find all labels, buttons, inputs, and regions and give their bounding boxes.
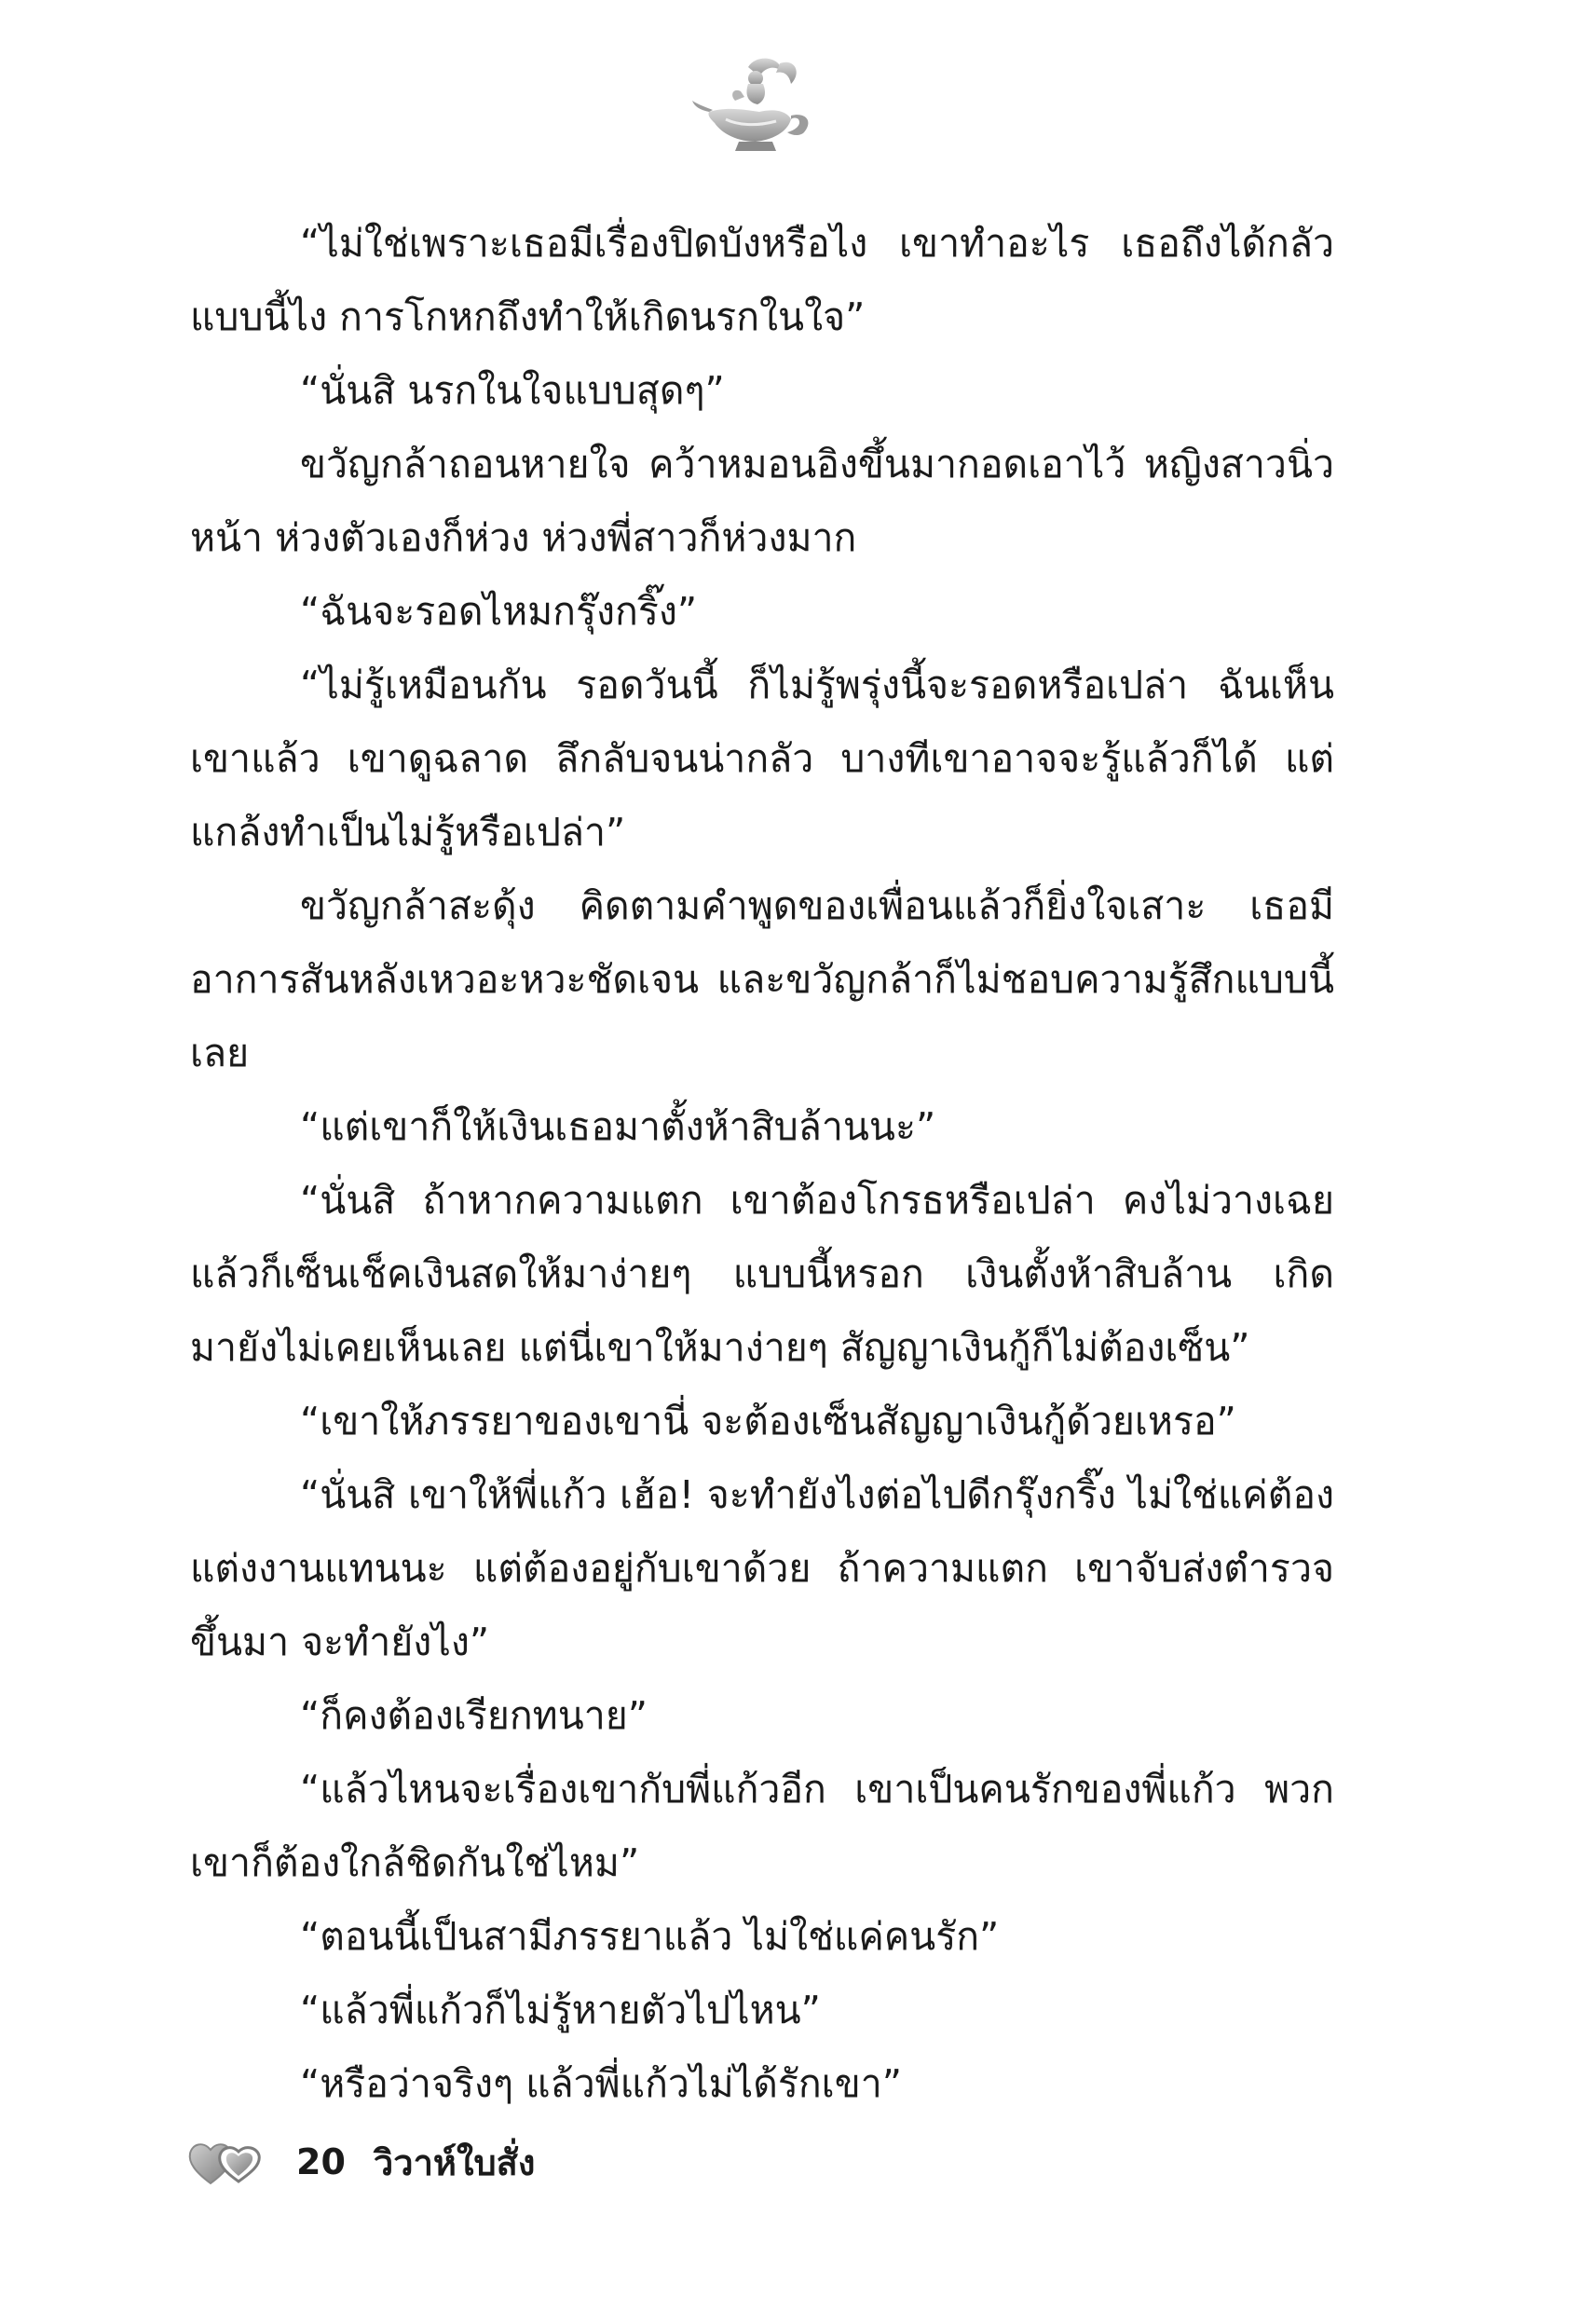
page-footer: [186, 2134, 535, 2190]
double-hearts-icon: [186, 2135, 265, 2189]
paragraph: “ไม่รู้เหมือนกัน รอดวันนี้ ก็ไม่รู้พรุ่งนี้จะรอดหรือเปล่า ฉันเห็นเขาแล้ว เขาดูฉลาด ลึกลับจนน่ากลัว บางทีเขาอาจจะรู้แล้วก็ได้ แต่แกล้งทำเป็นไม่รู้หรือเปล่า”: [190, 663, 1334, 855]
paragraph: “เขาให้ภรรยาของเขานี่ จะต้องเซ็นสัญญาเงินกู้ด้วยเหรอ”: [300, 1399, 1236, 1443]
paragraph: ขวัญกล้าสะดุ้ง คิดตามคำพูดของเพื่อนแล้วก็ยิ่งใจเสาะ เธอมีอาการสันหลังเหวอะหวะชัดเจน และขวัญกล้าก็ไม่ชอบความรู้สึกแบบนี้เลย: [190, 883, 1334, 1075]
paragraph: ขวัญกล้าถอนหายใจ คว้าหมอนอิงขึ้นมากอดเอาไว้ หญิงสาวนิ่วหน้า ห่วงตัวเองก็ห่วง ห่วงพี่สาวก็ห่วงมาก: [190, 442, 1334, 560]
paragraph: “แต่เขาก็ให้เงินเธอมาตั้งห้าสิบล้านนะ”: [300, 1104, 936, 1149]
paragraph: “ตอนนี้เป็นสามีภรรยาแล้ว ไม่ใช่แค่คนรัก”: [300, 1914, 1000, 1959]
paragraph: “ฉันจะรอดไหมกรุ๊งกริ๊ง”: [300, 589, 698, 634]
paragraph: “นั่นสิ เขาให้พี่แก้ว เฮ้อ! จะทำยังไงต่อไปดีกรุ๊งกริ๊ง ไม่ใช่แค่ต้องแต่งงานแทนนะ แต่ต้องอยู่กับเขาด้วย ถ้าความแตก เขาจับส่งตำรวจขึ้นมา จะทำยังไง”: [190, 1472, 1334, 1664]
paragraph: “นั่นสิ ถ้าหากความแตก เขาต้องโกรธหรือเปล่า คงไม่วางเฉยแล้วก็เซ็นเช็คเงินสดให้มาง่ายๆ แบบนี้หรอก เงินตั้งห้าสิบล้าน เกิดมายังไม่เคยเห็นเลย แต่นี่เขาให้มาง่ายๆ สัญญาเงินกู้ก็ไม่ต้องเซ็น”: [190, 1178, 1334, 1370]
paragraph: “ไม่ใช่เพราะเธอมีเรื่องปิดบังหรือไง เขาทำอะไร เธอถึงได้กลัวแบบนี้ไง การโกหกถึงทำให้เกิดนรกในใจ”: [190, 221, 1334, 339]
cupid-teapot-ornament-icon: [690, 54, 821, 158]
paragraph: “ก็คงต้องเรียกทนาย”: [300, 1693, 648, 1738]
page-number: 20: [296, 2141, 346, 2182]
paragraph: “แล้วไหนจะเรื่องเขากับพี่แก้วอีก เขาเป็นคนรักของพี่แก้ว พวกเขาก็ต้องใกล้ชิดกันใช่ไหม”: [190, 1767, 1334, 1885]
paragraph: “หรือว่าจริงๆ แล้วพี่แก้วไม่ได้รักเขา”: [300, 2061, 902, 2106]
paragraph: “แล้วพี่แก้วก็ไม่รู้หายตัวไปไหน”: [300, 1988, 821, 2032]
body-text: [190, 207, 1334, 2121]
paragraph: “นั่นสิ นรกในใจแบบสุดๆ”: [300, 368, 725, 413]
book-title: วิวาห์ใบสั่ง: [373, 2141, 536, 2183]
